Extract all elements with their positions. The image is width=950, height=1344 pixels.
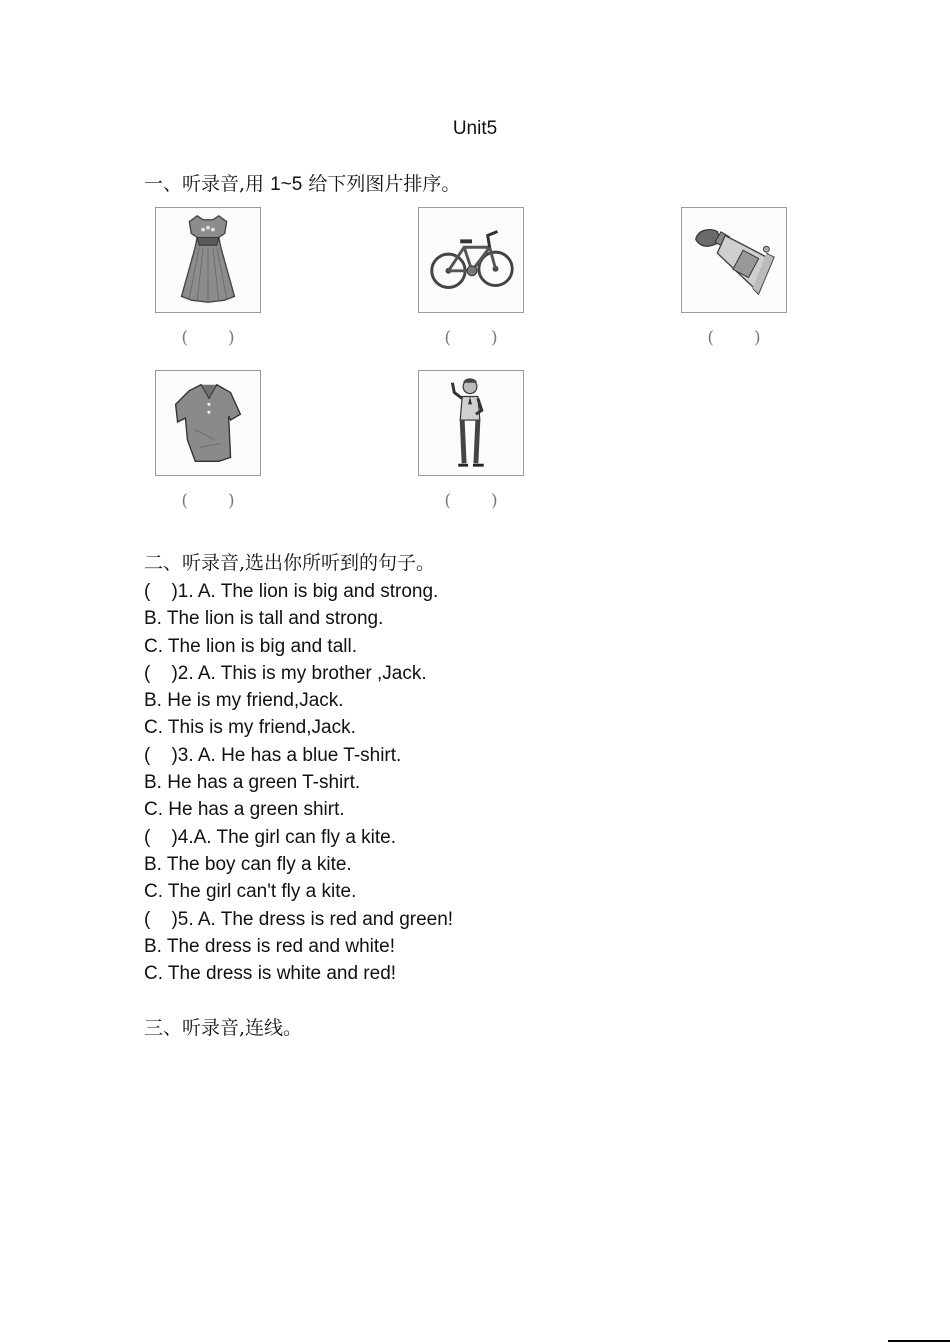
section1-heading-range: 1~5 bbox=[270, 174, 303, 195]
answer-blank-3[interactable] bbox=[681, 328, 787, 348]
toothpaste-icon bbox=[682, 208, 786, 312]
section2-heading: 二、听录音,选出你所听到的句子。 bbox=[144, 552, 436, 574]
question-5-option-c: C. The dress is white and red! bbox=[144, 963, 397, 985]
answer-blank-2[interactable] bbox=[418, 328, 524, 348]
blank-close: ) bbox=[228, 328, 235, 348]
tshirt-icon bbox=[156, 371, 260, 475]
section1-heading-suffix: 给下列图片排序。 bbox=[302, 173, 461, 195]
bicycle-icon bbox=[419, 208, 523, 312]
picture-dress bbox=[155, 207, 261, 313]
page-title: Unit5 bbox=[452, 118, 498, 139]
section3-heading: 三、听录音,连线。 bbox=[144, 1017, 303, 1039]
section1-heading bbox=[144, 171, 460, 198]
question-5-option-a: ( )5. A. The dress is red and green! bbox=[144, 908, 454, 930]
question-4-option-b: B. The boy can fly a kite. bbox=[144, 853, 352, 875]
man-icon bbox=[419, 371, 523, 475]
blank-open: ( bbox=[707, 328, 714, 348]
question-4-option-a: ( )4.A. The girl can fly a kite. bbox=[144, 826, 397, 848]
blank-open: ( bbox=[181, 328, 188, 348]
blank-close: ) bbox=[491, 491, 498, 511]
answer-blank-1[interactable] bbox=[155, 328, 261, 348]
blank-open: ( bbox=[444, 328, 451, 348]
question-4-option-c: C. The girl can't fly a kite. bbox=[144, 881, 357, 903]
question-1-option-c: C. The lion is big and tall. bbox=[144, 635, 357, 657]
section1-heading-prefix: 一、听录音,用 bbox=[144, 173, 271, 195]
blank-open: ( bbox=[444, 491, 451, 511]
question-3-option-c: C. He has a green shirt. bbox=[144, 799, 345, 821]
page-edge-rule bbox=[888, 1340, 950, 1342]
picture-tshirt bbox=[155, 370, 261, 476]
blank-close: ) bbox=[228, 491, 235, 511]
question-1-option-b: B. The lion is tall and strong. bbox=[144, 608, 384, 630]
question-3-option-a: ( )3. A. He has a blue T-shirt. bbox=[144, 744, 402, 766]
question-5-option-b: B. The dress is red and white! bbox=[144, 935, 395, 957]
blank-open: ( bbox=[181, 491, 188, 511]
dress-icon bbox=[156, 208, 260, 312]
answer-blank-4[interactable] bbox=[155, 491, 261, 511]
picture-toothpaste bbox=[681, 207, 787, 313]
question-1-option-a: ( )1. A. The lion is big and strong. bbox=[144, 581, 439, 602]
blank-close: ) bbox=[491, 328, 498, 348]
question-3-option-b: B. He has a green T-shirt. bbox=[144, 772, 361, 794]
blank-close: ) bbox=[754, 328, 761, 348]
question-2-option-b: B. He is my friend,Jack. bbox=[144, 690, 344, 712]
question-list bbox=[144, 578, 453, 987]
answer-blank-5[interactable] bbox=[418, 491, 524, 511]
picture-man bbox=[418, 370, 524, 476]
question-2-option-c: C. This is my friend,Jack. bbox=[144, 717, 356, 739]
question-2-option-a: ( )2. A. This is my brother ,Jack. bbox=[144, 662, 427, 684]
picture-bicycle bbox=[418, 207, 524, 313]
